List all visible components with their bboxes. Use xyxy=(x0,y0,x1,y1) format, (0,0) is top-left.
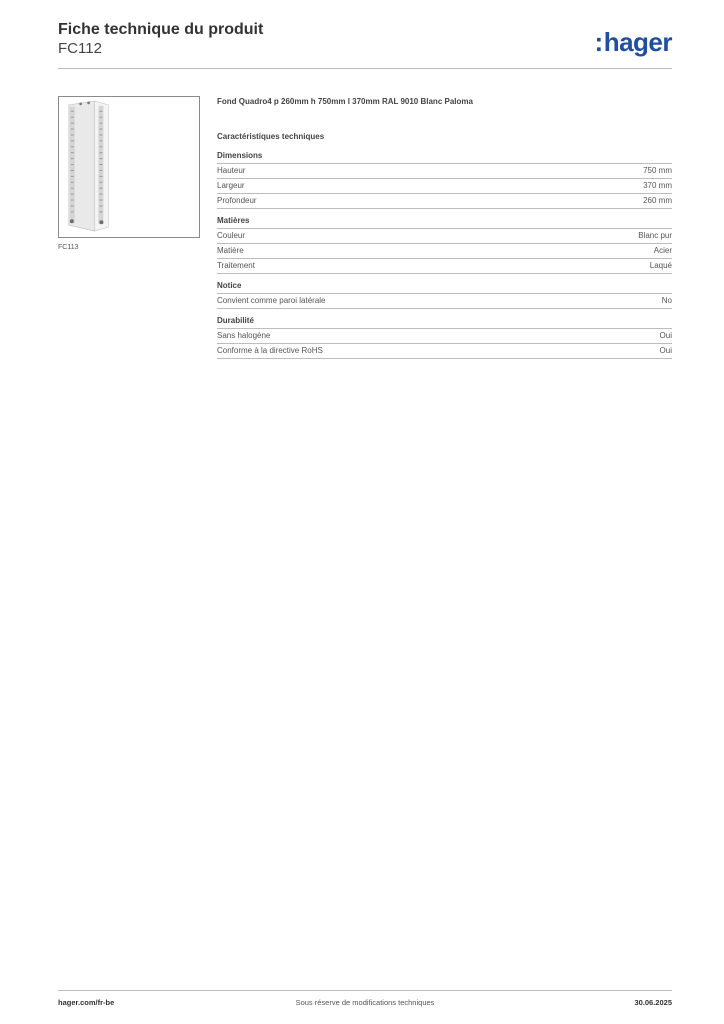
image-caption: FC113 xyxy=(58,244,79,251)
product-details xyxy=(217,96,672,359)
group-title: Durabilité xyxy=(217,315,672,329)
spec-label: Couleur xyxy=(217,231,246,240)
footer-date: 30.06.2025 xyxy=(634,998,672,1007)
spec-row xyxy=(217,164,672,179)
spec-label: Profondeur xyxy=(217,196,257,205)
spec-row xyxy=(217,229,672,244)
logo-text: hager xyxy=(603,27,672,57)
spec-group-durability xyxy=(217,315,672,359)
page-footer xyxy=(58,998,672,1010)
hager-logo: :hager xyxy=(594,27,672,57)
spec-label: Traitement xyxy=(217,261,255,270)
spec-value: Blanc pur xyxy=(638,231,672,240)
spec-label: Hauteur xyxy=(217,166,246,175)
spec-label: Convient comme paroi latérale xyxy=(217,296,326,305)
spec-group-materials xyxy=(217,215,672,274)
spec-label: Conforme à la directive RoHS xyxy=(217,346,323,355)
spec-value: Oui xyxy=(659,346,672,355)
spec-value: No xyxy=(661,296,672,305)
spec-value: 260 mm xyxy=(643,196,672,205)
spec-value: Oui xyxy=(659,331,672,340)
spec-row xyxy=(217,329,672,344)
document-title: Fiche technique du produit xyxy=(58,21,264,38)
group-title: Notice xyxy=(217,280,672,294)
spec-label: Sans halogène xyxy=(217,331,271,340)
product-reference: FC112 xyxy=(58,40,102,57)
rear-panel-image xyxy=(59,97,199,237)
footer-divider xyxy=(58,990,672,991)
specs-heading: Caractéristiques techniques xyxy=(217,132,325,141)
spec-label: Largeur xyxy=(217,181,245,190)
spec-label: Matière xyxy=(217,246,244,255)
spec-value: 750 mm xyxy=(643,166,672,175)
group-title: Matières xyxy=(217,215,672,229)
product-name: Fond Quadro4 p 260mm h 750mm l 370mm RAL 9010 Blanc Paloma xyxy=(217,97,473,106)
page-header xyxy=(58,21,672,69)
product-image xyxy=(58,96,200,238)
spec-value: Acier xyxy=(653,246,672,255)
footer-notice: Sous réserve de modifications techniques xyxy=(295,998,435,1007)
spec-row xyxy=(217,259,672,274)
spec-row xyxy=(217,344,672,359)
spec-value: Laqué xyxy=(649,261,672,270)
group-title: Dimensions xyxy=(217,150,672,164)
website-link[interactable]: hager.com/fr-be xyxy=(58,998,115,1007)
spec-group-dimensions xyxy=(217,150,672,209)
spec-row xyxy=(217,244,672,259)
header-divider xyxy=(58,68,672,69)
spec-row xyxy=(217,194,672,209)
spec-row xyxy=(217,294,672,309)
spec-row xyxy=(217,179,672,194)
spec-value: 370 mm xyxy=(643,181,672,190)
spec-group-notice xyxy=(217,280,672,309)
